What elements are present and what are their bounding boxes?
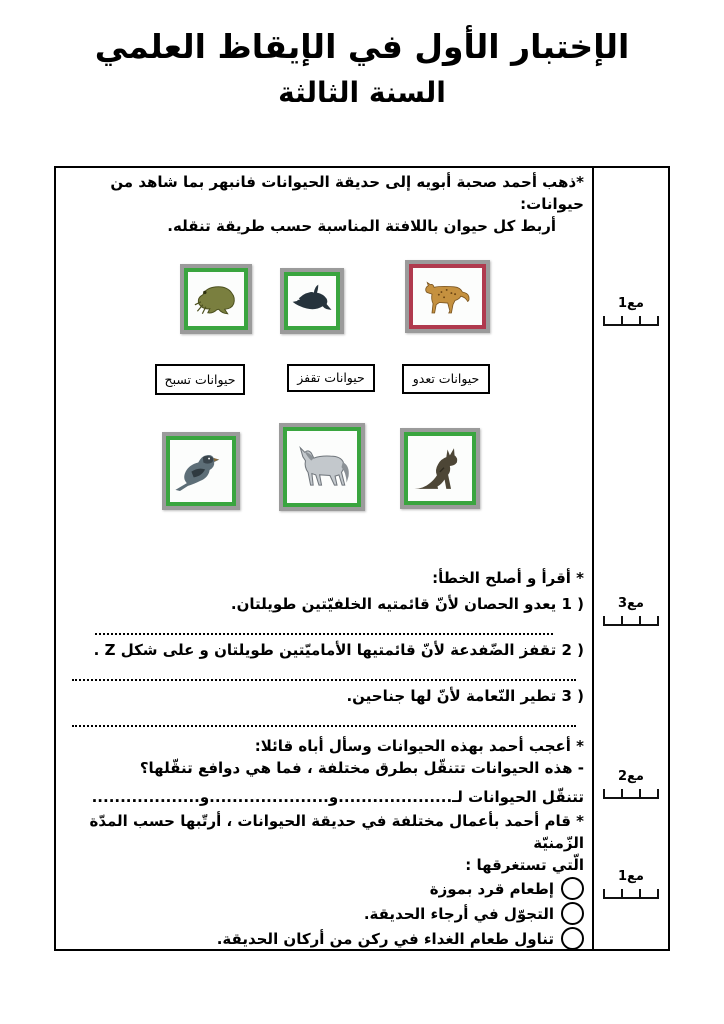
grade-scale-4-label: مع1 xyxy=(618,869,644,884)
frog-icon xyxy=(190,274,242,324)
exam-body-table xyxy=(54,166,670,951)
grade-scale-1 xyxy=(600,296,662,326)
dolphin-image[interactable] xyxy=(280,268,344,334)
answer-dotted-line-3[interactable] xyxy=(72,716,576,727)
exam-title-line2: السنة الثالثة xyxy=(278,76,446,109)
cheetah-image[interactable] xyxy=(405,260,490,333)
grade-scale-2 xyxy=(600,596,662,626)
order-circle-3[interactable] xyxy=(561,927,584,950)
grade-ruler-icon xyxy=(603,787,659,799)
answer-dotted-line-1[interactable] xyxy=(95,624,553,635)
exam-content xyxy=(56,168,592,949)
pigeon-icon xyxy=(172,442,229,499)
intro-line-2: أربط كل حيوان باللافتة المناسبة حسب طريقة تنقله. xyxy=(167,217,556,235)
sign-swimming-label: حيوانات تسبح xyxy=(164,371,236,387)
grade-scale-3-label: مع2 xyxy=(618,769,644,784)
matching-exercise-area xyxy=(64,240,584,520)
fix-item-2 xyxy=(64,639,584,661)
order-task-2-text: التجوّل في أرجاء الحديقة. xyxy=(363,904,554,923)
exam-title-line1: الإختبار الأول في الإيقاظ العلمي xyxy=(94,27,630,66)
order-circle-1[interactable] xyxy=(561,877,584,900)
fix-item-3-text: تطير النّعامة لأنّ لها جناحين. xyxy=(346,687,557,705)
dialogue-question: - هذه الحيوانات تتنقّل بطرق مختلفة ، فما هي دوافع تنقّلها؟ xyxy=(139,759,584,777)
grade-scale-3 xyxy=(600,769,662,799)
dialogue-answer-blanks[interactable]: تتنقّل الحيوانات لـ....................و.....................و................... xyxy=(91,788,584,806)
fix-item-1-number: 1 ) xyxy=(561,595,584,613)
sign-running-animals[interactable] xyxy=(402,364,490,394)
order-circle-2[interactable] xyxy=(561,902,584,925)
order-task-1 xyxy=(64,876,584,901)
kangaroo-image[interactable] xyxy=(400,428,480,509)
kangaroo-icon xyxy=(411,439,470,499)
order-task-1-text: إطعام قرد بموزة xyxy=(429,879,554,898)
order-task-2 xyxy=(64,901,584,926)
sign-jumping-label: حيوانات تقفز xyxy=(297,370,365,385)
fix-item-1 xyxy=(64,593,584,615)
sign-jumping-animals[interactable] xyxy=(287,364,375,392)
answer-dotted-line-2[interactable] xyxy=(72,670,576,681)
grade-ruler-icon xyxy=(603,314,659,326)
frog-image[interactable] xyxy=(180,264,252,334)
cheetah-icon xyxy=(416,270,479,322)
fix-item-3 xyxy=(64,685,584,707)
horse-image[interactable] xyxy=(279,423,365,511)
grade-ruler-icon xyxy=(603,887,659,899)
order-heading-line1: * قام أحمد بأعمال مختلفة في حديقة الحيوانات ، أرتّبها حسب المدّة الزّمنيّة xyxy=(89,812,584,852)
order-task-3 xyxy=(64,926,584,951)
pigeon-image[interactable] xyxy=(162,432,240,510)
intro-line-1: *ذهب أحمد صحبة أبويه إلى حديقة الحيوانات فانبهر بما شاهد من حيوانات: xyxy=(110,173,584,213)
grade-ruler-icon xyxy=(603,614,659,626)
dialogue-heading: * أعجب أحمد بهذه الحيوانات وسأل أباه قائلا: xyxy=(254,737,584,755)
grading-column xyxy=(592,168,668,949)
fix-item-1-text: يعدو الحصان لأنّ قائمتيه الخلفيّتين طويلتان. xyxy=(230,595,557,613)
dolphin-icon xyxy=(290,278,334,324)
fix-item-2-number: 2 ) xyxy=(561,641,584,659)
grade-scale-2-label: مع3 xyxy=(618,596,644,611)
order-heading-line2: الّتي تستغرقها : xyxy=(465,856,584,874)
grade-scale-1-label: مع1 xyxy=(618,296,644,311)
exam-title xyxy=(0,22,724,114)
sign-running-label: حيوانات تعدو xyxy=(412,371,480,386)
horse-icon xyxy=(290,434,354,500)
fix-item-3-number: 3 ) xyxy=(561,687,584,705)
grade-scale-4 xyxy=(600,869,662,899)
sign-swimming-animals[interactable] xyxy=(155,364,245,395)
fix-item-2-text: تقفز الضّفدعة لأنّ قائمتيها الأماميّتين طويلتان و على شكل Z . xyxy=(93,641,557,659)
fix-errors-heading: * أقرأ و أصلح الخطأ: xyxy=(432,569,584,587)
order-task-3-text: تناول طعام الغداء في ركن من أركان الحديقة. xyxy=(216,929,554,948)
